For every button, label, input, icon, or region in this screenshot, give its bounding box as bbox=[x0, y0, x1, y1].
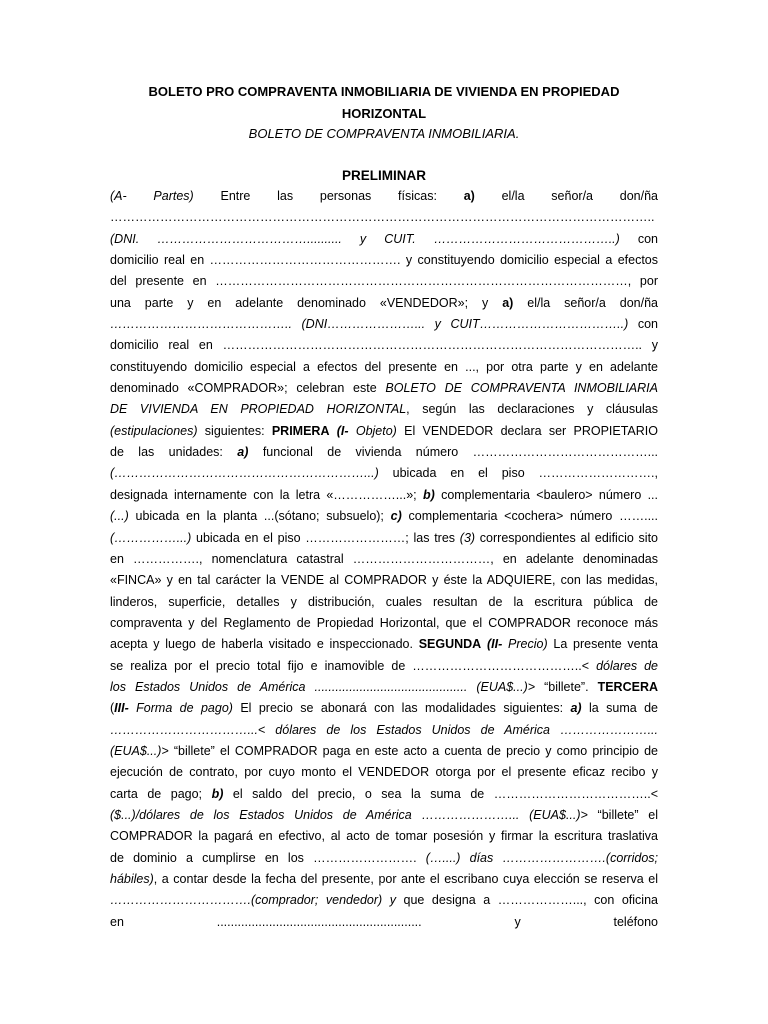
text-run: La presente venta bbox=[547, 637, 658, 652]
text-run: se realiza por el precio total fijo e inamovible de …………………………………..< bbox=[110, 658, 597, 673]
text-run: El VENDEDOR declara ser PROPIETARIO bbox=[396, 423, 658, 438]
text-run: complementaria <baulero> número ... bbox=[434, 487, 658, 502]
text-run: “billete” el bbox=[587, 807, 658, 822]
body-line bbox=[110, 656, 658, 677]
text-run: (3) bbox=[459, 530, 476, 545]
text-run: Objeto) bbox=[348, 423, 397, 438]
body-line bbox=[110, 186, 658, 207]
text-run: siguientes: bbox=[197, 423, 272, 438]
text-run: COMPRADOR la pagará en efectivo, al acto de tomar posesión y firmar la escritura traslativa bbox=[110, 829, 658, 844]
body-line bbox=[110, 207, 658, 228]
text-run: dólares de bbox=[596, 658, 658, 673]
text-run: b) bbox=[422, 487, 435, 502]
text-run: BOLETO DE COMPRAVENTA INMOBILIARIA bbox=[385, 381, 658, 396]
body-line bbox=[110, 549, 658, 570]
body-line bbox=[110, 741, 658, 762]
text-run: los Estados Unidos de América ............................................ (EUA$...)> bbox=[110, 679, 536, 694]
text-run: Entre las personas físicas: bbox=[193, 189, 464, 203]
text-run: ($...)/dólares de los Estados Unidos de América …………………... (EUA$...)> bbox=[110, 807, 588, 822]
text-run: funcional de vivienda número ……………………………………... bbox=[248, 445, 658, 460]
body-line bbox=[110, 335, 658, 356]
text-run: (……………………………………………………...) bbox=[110, 466, 379, 481]
text-run: ( bbox=[110, 701, 115, 716]
text-run: PRIMERA bbox=[271, 423, 330, 438]
text-run: compraventa y del Reglamento de Propiedad Horizontal, que el COMPRADOR reconoce más bbox=[110, 615, 658, 630]
text-run bbox=[330, 424, 337, 438]
document-title-line-1: BOLETO PRO COMPRAVENTA INMOBILIARIA DE VIVIENDA EN PROPIEDAD bbox=[148, 84, 620, 99]
document-title-line-2: HORIZONTAL bbox=[341, 106, 427, 121]
body-line bbox=[110, 784, 658, 805]
body-line bbox=[110, 421, 658, 442]
body-line bbox=[110, 528, 658, 549]
text-run: complementaria <cochera> número …….... bbox=[401, 509, 658, 524]
body-line bbox=[110, 463, 658, 484]
text-run: constituyendo domicilio especial a efectos del presente en ..., por otra parte y en adelante bbox=[110, 359, 658, 374]
body-line bbox=[110, 762, 658, 783]
body-line bbox=[110, 869, 658, 890]
text-run: a) bbox=[463, 189, 475, 203]
body-line bbox=[110, 399, 658, 420]
text-run: en ……………., nomenclatura catastral ……………………………, en adelante denominadas bbox=[110, 551, 658, 566]
text-run: el/la señor/a don/ña bbox=[474, 189, 658, 203]
text-run: ubicada en la planta ...(sótano; subsuelo); bbox=[128, 509, 391, 524]
text-run: y bbox=[389, 893, 396, 908]
text-run: la suma de bbox=[581, 701, 658, 716]
text-run: (EUA$...)> bbox=[110, 743, 169, 758]
text-run: en ........................................................... y teléfono bbox=[110, 914, 658, 929]
body-line bbox=[110, 677, 658, 698]
text-run: el/la señor/a don/ña bbox=[513, 295, 658, 310]
text-run: a) bbox=[237, 445, 249, 460]
text-run: acepta y luego de haberla visitado e inspeccionado. bbox=[110, 637, 419, 652]
body-line bbox=[110, 442, 658, 463]
text-run: domicilio real en ……………………………………………………………………………………….. y bbox=[110, 338, 658, 353]
text-run: con bbox=[619, 231, 658, 246]
body-line bbox=[110, 271, 658, 292]
text-run: ……………………………...< dólares de los Estados Unidos de América …………………... bbox=[110, 722, 658, 737]
text-run: (estipulaciones) bbox=[110, 423, 198, 438]
text-run: linderos, superficie, detalles y distribución, cuales resultan de la escritura pública de bbox=[110, 594, 658, 609]
text-run: domicilio real en ………………………………………. y constituyendo domicilio especial a efectos bbox=[110, 253, 658, 268]
body-line bbox=[110, 826, 658, 847]
body-line bbox=[110, 378, 658, 399]
text-run: «FINCA» y en tal carácter la VENDE al COMPRADOR y éste la ADQUIERE, con las medidas, bbox=[110, 573, 658, 588]
text-run: de dominio a cumplirse en los ……………………. bbox=[110, 850, 426, 865]
text-run: (DNI. ……………………………….......... y CUIT. ……………………………………..) bbox=[110, 231, 620, 246]
text-run: a) bbox=[502, 295, 514, 310]
body-line bbox=[110, 698, 658, 719]
text-run: c) bbox=[390, 509, 402, 524]
text-run: ubicada en el piso ………………………., bbox=[378, 466, 658, 481]
text-run: que designa a ………………..., con oficina bbox=[395, 893, 658, 908]
text-run: Forma de pago) bbox=[128, 701, 233, 716]
text-run: DE VIVIENDA EN PROPIEDAD HORIZONTAL bbox=[110, 402, 407, 417]
contract-body bbox=[110, 186, 658, 933]
body-line bbox=[110, 506, 658, 527]
text-run: de las unidades: bbox=[110, 445, 238, 460]
text-run: hábiles) bbox=[110, 872, 154, 886]
text-run: (…....) días …………………….(corridos; bbox=[425, 850, 658, 865]
text-run: Precio) bbox=[502, 637, 548, 652]
text-run: con bbox=[628, 317, 658, 332]
body-line bbox=[110, 912, 658, 933]
text-run: (……………...) bbox=[110, 530, 192, 545]
text-run: designada internamente con la letra «……………...»; bbox=[110, 487, 423, 502]
text-run: a) bbox=[570, 701, 582, 716]
text-run: el saldo del precio, o sea la suma de ………………………………..< bbox=[223, 786, 658, 801]
text-run: (A- Partes) bbox=[110, 189, 194, 203]
text-run: …………………………….(comprador; vendedor) bbox=[110, 893, 383, 908]
body-line bbox=[110, 250, 658, 271]
body-line bbox=[110, 357, 658, 378]
text-run: (I- bbox=[336, 423, 349, 438]
text-run: b) bbox=[211, 786, 224, 801]
text-run: ejecución de contrato, por cuyo monto el VENDEDOR otorga por el presente eficaz recibo y bbox=[110, 765, 658, 780]
body-line bbox=[110, 229, 658, 250]
text-run: “billete”. bbox=[535, 679, 598, 694]
body-line bbox=[110, 634, 658, 655]
text-run: , a contar desde la fecha del presente, por ante el escribano cuya elección se reserva el bbox=[153, 872, 658, 886]
text-run: III- bbox=[114, 701, 129, 716]
text-run: ubicada en el piso ……………………; las tres bbox=[191, 530, 460, 545]
text-run: (...) bbox=[110, 509, 129, 524]
body-line bbox=[110, 592, 658, 613]
text-run: correspondientes al edificio sito bbox=[475, 530, 658, 545]
text-run: “billete” el COMPRADOR paga en este acto a cuenta de precio y como principio de bbox=[168, 743, 658, 758]
body-line bbox=[110, 570, 658, 591]
text-run: ………………………………………………………………………………………………………………….. bbox=[110, 210, 655, 225]
text-run: , según las declaraciones y cláusulas bbox=[406, 402, 658, 417]
text-run: SEGUNDA bbox=[418, 637, 482, 652]
text-run: una parte y en adelante denominado «VENDEDOR»; y bbox=[110, 295, 503, 310]
body-line bbox=[110, 485, 658, 506]
body-line bbox=[110, 613, 658, 634]
body-line bbox=[110, 848, 658, 869]
text-run: carta de pago; bbox=[110, 786, 212, 801]
text-run: El precio se abonará con las modalidades siguientes: bbox=[232, 701, 571, 716]
document-subtitle: BOLETO DE COMPRAVENTA INMOBILIARIA. bbox=[248, 126, 520, 141]
section-heading: PRELIMINAR bbox=[342, 168, 426, 183]
text-run: (II- bbox=[486, 637, 503, 652]
body-line bbox=[110, 890, 658, 911]
text-run: TERCERA bbox=[597, 679, 658, 694]
text-run bbox=[382, 893, 390, 907]
text-run: del presente en ………………………………………………………………………………………, por bbox=[110, 274, 658, 289]
text-run: denominado «COMPRADOR»; celebran este bbox=[110, 381, 386, 396]
text-run: (DNI…………………... y CUIT……………………………..) bbox=[301, 317, 629, 332]
text-run: …………………………………….. bbox=[110, 317, 302, 332]
body-line bbox=[110, 314, 658, 335]
body-line bbox=[110, 293, 658, 314]
body-line bbox=[110, 805, 658, 826]
body-line bbox=[110, 720, 658, 741]
